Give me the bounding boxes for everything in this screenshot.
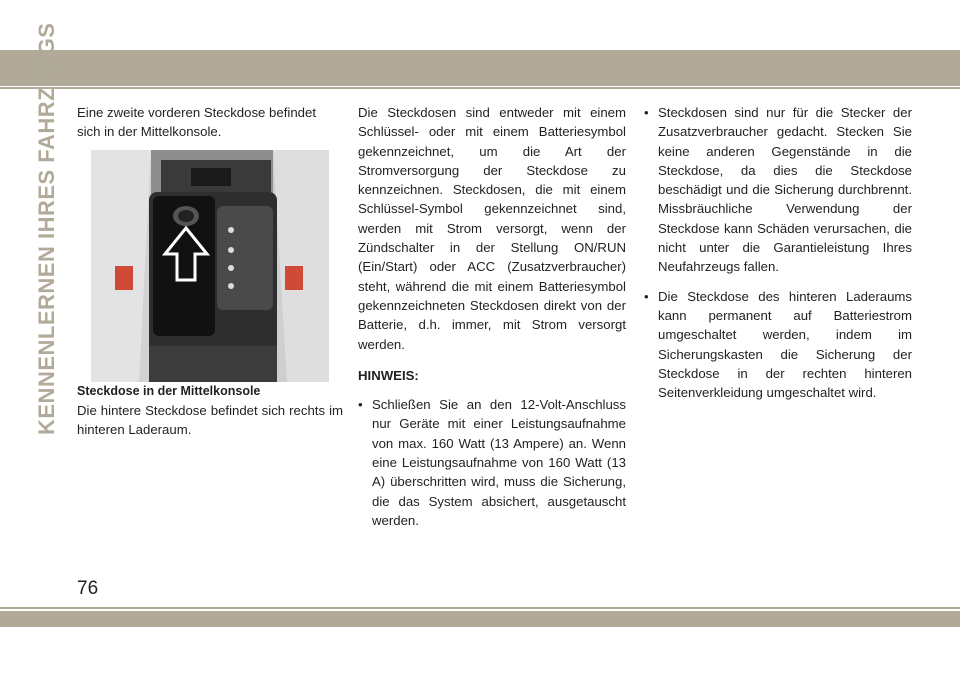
footer-band <box>0 611 960 627</box>
figure-caption: Steckdose in der Mittelkonsole <box>77 383 261 398</box>
rear-outlet-paragraph: Die hintere Steckdose befindet sich rechts im hinteren Laderaum. <box>77 402 343 438</box>
bullet-item <box>644 103 912 277</box>
bullet-text: Steckdosen sind nur für die Stecker der Zusatzverbraucher gedacht. Stecken Sie keine anderen Gegenstände in die Steckdose, da dies die Steckdose beschädigt und die Sicherung durchbrennt. Missbräuchliche Verwendung der Steckdose kann Schäden verursachen, die nicht unter die Garantieleistung Ihres Neufahrzeugs fallen. <box>658 105 912 275</box>
bullet-text: Die Steckdose des hinteren Laderaums kann permanent auf Batteriestrom umgeschaltet werden, indem im Sicherungskasten die Sicherung der Steckdose in der rechten hinteren Seitenverkleidung umgeschaltet wird. <box>658 288 912 401</box>
column-left <box>77 103 343 439</box>
header-band <box>0 50 960 86</box>
note-bullet <box>358 395 626 530</box>
console-outlet-photo <box>91 150 329 382</box>
page-number: 76 <box>77 578 99 599</box>
column-middle <box>358 103 626 530</box>
bullet-dot: • <box>644 105 649 120</box>
outlet-marking-paragraph: Die Steckdosen sind entweder mit einem Schlüssel- oder mit einem Batteriesymbol gekennzeichnet, um die Art der Stromversorgung der Steckdose zu kennzeichnen. Steckdosen, die mit einem Schlüssel-Symbol gekennzeichnet sind, werden mit Strom versorgt, wenn der Zündschalter in der Stellung ON/RUN (Ein/Start) oder ACC (Zusatzverbraucher) steht, während die mit einem Batteriesymbol gekennzeichneten Steckdosen direkt von der Batterie, d.h. immer, mit Strom versorgt werden. <box>358 105 626 352</box>
footer-rule <box>0 607 960 609</box>
column-right <box>644 103 912 402</box>
header-rule <box>0 87 960 89</box>
section-side-title: KENNENLERNEN IHRES FAHRZEUGS <box>34 22 59 435</box>
bullet-dot: • <box>358 397 363 413</box>
bullet-dot: • <box>644 288 649 304</box>
note-bullet-text: Schließen Sie an den 12-Volt-Anschluss nur Geräte mit einer Leistungsaufnahme von max. 160 Watt (13 Ampere) an. Wenn eine Leistungsaufnahme von 160 Watt (13 A) überschritten wird, muss die Sicherung, die das System absichert, ausgetauscht werden. <box>372 397 626 528</box>
note-heading: HINWEIS: <box>358 367 419 383</box>
intro-paragraph: Eine zweite vorderen Steckdose befindet sich in der Mittelkonsole. <box>77 105 316 140</box>
bullet-item <box>644 287 912 403</box>
